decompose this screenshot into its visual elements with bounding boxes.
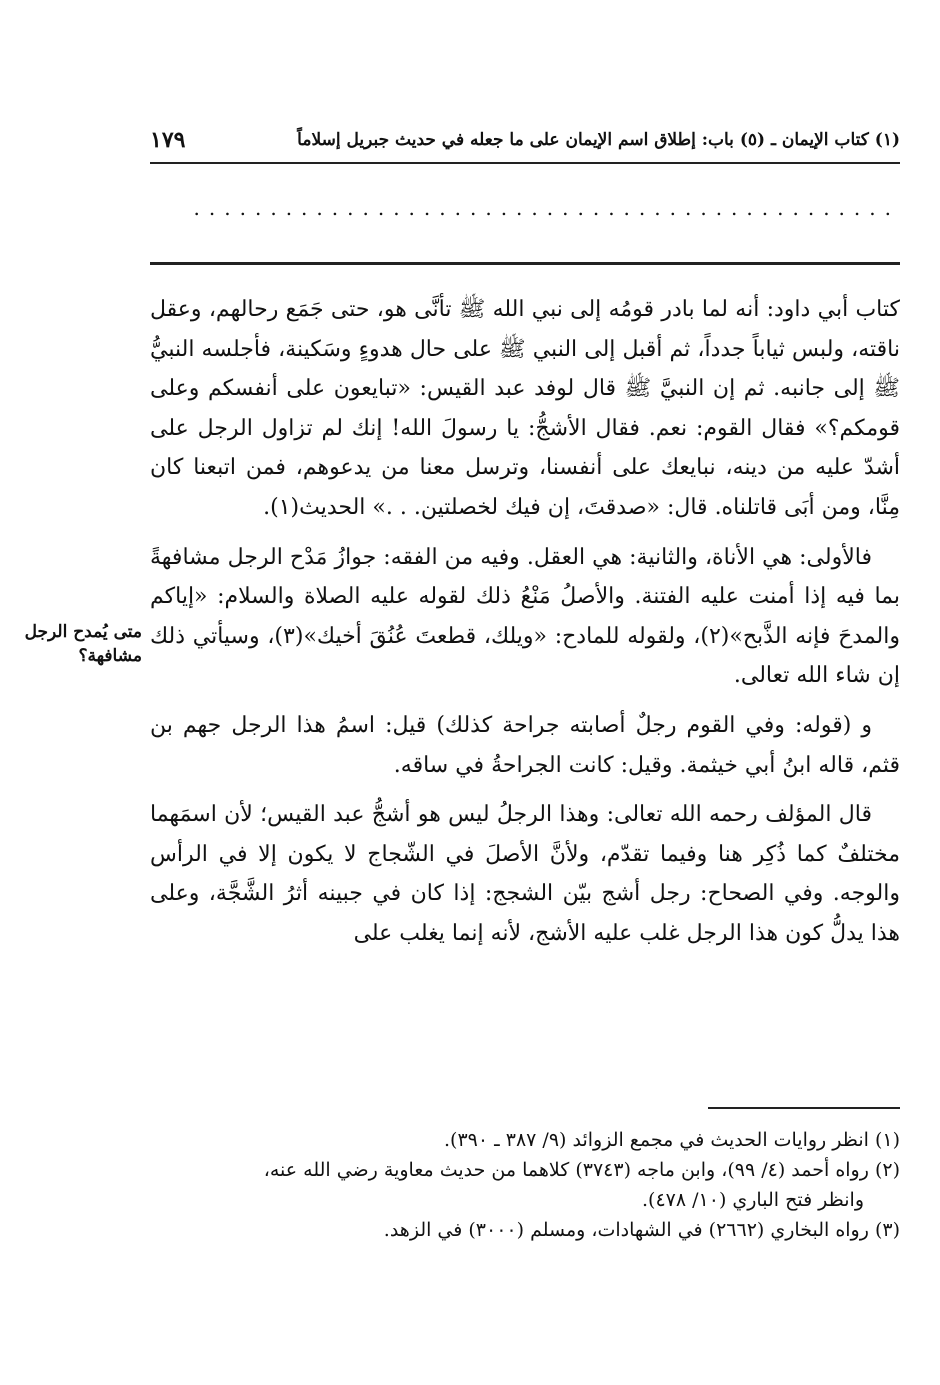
- dotted-separator: ..............................................: [193, 196, 900, 220]
- running-head: (١) كتاب الإيمان ـ (٥) باب: إطلاق اسم الإيمان على ما جعله في حديث جبريل إسلاماً: [297, 130, 900, 150]
- footnote-rule: [708, 1107, 900, 1109]
- margin-note: متى يُمدح الرجل مشافهة؟: [24, 622, 142, 666]
- paragraph: قال المؤلف رحمه الله تعالى: وهذا الرجلُ ليس هو أشجُّ عبد القيس؛ لأن اسمَهما مختلفٌ كما ذُكِر هنا وفيما تقدّم، ولأنَّ الأصلَ في الشّجاج لا يكون إلا في الرأس والوجه. وفي الصحاح: رجل أشج بيّن الشجج: إذا كان في جبينه أثرُ الشَّجَّة، وعلى هذا يدلُّ كون هذا الرجل غلب عليه الأشج، لأنه إنما يغلب على: [150, 802, 900, 946]
- footnote: (٢) رواه أحمد (٤/ ٩٩)، وابن ماجه (٣٧٤٣) كلاهما من حديث معاوية رضي الله عنه،: [263, 1159, 900, 1181]
- paragraph: فالأولى: هي الأناة، والثانية: هي العقل. وفيه من الفقه: جوازُ مَدْح الرجل مشافهةً بما فيه إذا أمنت عليه الفتنة. والأصلُ مَنْعُ ذلك لقوله عليه الصلاة والسلام: «إياكم والمدحَ فإنه الذَّبح»(٢)، ولقوله للمادح: «ويلك، قطعتَ عُنُقَ أخيك»(٣)، وسيأتي ذلك إن شاء الله تعالى.: [150, 544, 900, 689]
- horizontal-rule: [150, 262, 900, 265]
- footnote: (١) انظر روايات الحديث في مجمع الزوائد (٩/ ٣٨٧ ـ ٣٩٠).: [444, 1129, 900, 1151]
- footnote: (٣) رواه البخاري (٢٦٦٢) في الشهادات، ومسلم (٣٠٠٠) في الزهد.: [383, 1219, 900, 1241]
- paragraph: كتاب أبي داود: أنه لما بادر قومُه إلى نبي الله ﷺ تأنَّى هو، حتى جَمَع رحالهم، وعقل ناقته، ولبس ثياباً جدداً، ثم أقبل إلى النبي ﷺ على حال هدوءٍ وسَكينة، فأجلسه النبيُّ ﷺ إلى جانبه. ثم إن النبيَّ ﷺ قال لوفد عبد القيس: «تبايعون على أنفسكم وعلى قومكم؟» فقال القوم: نعم. فقال الأشجُّ: يا رسولَ الله! إنك لم تزاول الرجل على أشدّ عليه من دينه، نبايعك على أنفسنا، وترسل معنا من يدعوهم، فمن اتبعنا كان مِنَّا، ومن أبَى قاتلناه. قال: «صدقتَ، إن فيك لخصلتين. . .» الحديث(١).: [150, 297, 900, 520]
- main-text: [150, 290, 900, 964]
- footnotes: [150, 1125, 900, 1245]
- paragraph: و (قوله: وفي القوم رجلٌ أصابته جراحة كذلك) قيل: اسمُ هذا الرجل جهم بن قثم، قاله ابنُ أبي خيثمة. وقيل: كانت الجراحةُ في ساقه.: [150, 712, 900, 778]
- page-number: ١٧٩: [150, 127, 186, 153]
- page-header: [150, 122, 900, 164]
- footnote-continuation: وانظر فتح الباري (١٠/ ٤٧٨).: [641, 1189, 864, 1211]
